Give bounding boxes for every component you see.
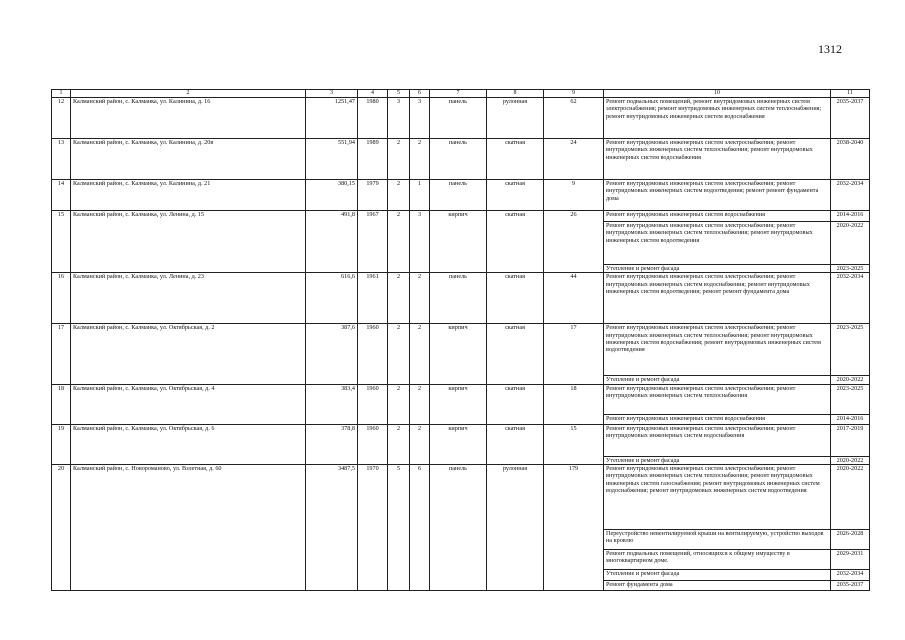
column-number: 10	[604, 90, 831, 98]
column-number: 4	[358, 90, 388, 98]
table-row	[52, 424, 870, 456]
year-cell: 1989	[358, 139, 388, 180]
year-cell: 1960	[358, 324, 388, 384]
row-number-cell: 17	[52, 324, 71, 384]
residents-cell: 44	[544, 273, 604, 324]
table-row	[52, 384, 870, 414]
entrances-cell: 3	[410, 98, 430, 139]
wall-material-cell: панель	[430, 98, 487, 139]
table-row	[52, 98, 870, 139]
roof-type-cell: скатная	[487, 384, 544, 424]
roof-type-cell: скатная	[487, 211, 544, 273]
area-cell: 1251,47	[306, 98, 358, 139]
column-number: 2	[71, 90, 306, 98]
repair-work-cell: Ремонт внутридомовых инженерных систем электроснабжения; ремонт внутридомовых инженерных систем водоснабжения	[604, 424, 831, 456]
repair-work-cell: Ремонт внутридомовых инженерных систем электроснабжения; ремонт внутридомовых инженерных систем теплоснабжения; ремонт внутридомовых инженерных систем водоснабжения; ремонт внутридомовых инженерных систем водоотведения	[604, 324, 831, 376]
entrances-cell: 3	[410, 211, 430, 273]
wall-material-cell: кирпич	[430, 384, 487, 424]
year-cell: 1970	[358, 465, 388, 591]
wall-material-cell: панель	[430, 465, 487, 591]
floors-cell: 2	[388, 324, 410, 384]
entrances-cell: 2	[410, 424, 430, 464]
wall-material-cell: панель	[430, 139, 487, 180]
capital-repair-table	[51, 89, 870, 591]
area-cell: 3487,5	[306, 465, 358, 591]
column-number: 7	[430, 90, 487, 98]
entrances-cell: 2	[410, 324, 430, 384]
table-row	[52, 465, 870, 530]
residents-cell: 15	[544, 424, 604, 464]
entrances-cell: 6	[410, 465, 430, 591]
row-number-cell: 12	[52, 98, 71, 139]
column-number: 11	[831, 90, 870, 98]
table-row	[52, 324, 870, 376]
residents-cell: 26	[544, 211, 604, 273]
repair-period-cell: 2014-2016	[831, 414, 870, 424]
repair-work-cell: Ремонт внутридомовых инженерных систем электроснабжения; ремонт внутридомовых инженерных систем теплоснабжения; ремонт внутридомовых инженерных систем водоснабжения	[604, 139, 831, 180]
repair-period-cell: 2026-2028	[831, 530, 870, 550]
repair-period-cell: 2020-2022	[831, 465, 870, 530]
residents-cell: 9	[544, 180, 604, 211]
wall-material-cell: панель	[430, 180, 487, 211]
column-number-row	[52, 90, 870, 98]
entrances-cell: 2	[410, 273, 430, 324]
area-cell: 380,15	[306, 180, 358, 211]
repair-work-cell: Утепление и ремонт фасада	[604, 265, 831, 273]
wall-material-cell: кирпич	[430, 211, 487, 273]
address-cell: Калманский район, с. Калманка, ул. Октябрьская, д. 4	[71, 384, 306, 424]
column-number: 1	[52, 90, 71, 98]
repair-period-cell: 2038-2040	[831, 139, 870, 180]
column-number: 9	[544, 90, 604, 98]
residents-cell: 62	[544, 98, 604, 139]
roof-type-cell: рулонная	[487, 98, 544, 139]
page-number: 1312	[818, 42, 842, 56]
area-cell: 387,6	[306, 324, 358, 384]
address-cell: Калманский район, с. Калманка, ул. Калинина, д. 21	[71, 180, 306, 211]
repair-work-cell: Ремонт внутридомовых инженерных систем электроснабжения; ремонт внутридомовых инженерных систем теплоснабжения	[604, 384, 831, 414]
address-cell: Калманский район, с. Новороманово, ул. Взлетная, д. 60	[71, 465, 306, 591]
repair-work-cell: Ремонт внутридомовых инженерных систем электроснабжения; ремонт внутридомовых инженерных систем теплоснабжения; ремонт внутридомовых инженерных систем водоотведения	[604, 222, 831, 265]
roof-type-cell: рулонная	[487, 465, 544, 591]
floors-cell: 3	[388, 98, 410, 139]
address-cell: Калманский район, с. Калманка, ул. Калинина, д. 16	[71, 98, 306, 139]
wall-material-cell: панель	[430, 273, 487, 324]
repair-work-cell: Ремонт внутридомовых инженерных систем электроснабжения; ремонт внутридомовых инженерных систем водоотведения; ремонт ремонт фундамента дома	[604, 180, 831, 211]
floors-cell: 2	[388, 384, 410, 424]
repair-work-cell: Ремонт внутридомовых инженерных систем электроснабжения; ремонт внутридомовых инженерных систем теплоснабжения; ремонт внутридомовых инженерных систем газоснабжения; ремонт внутридомовых инженерных систем водоснабжения; ремонт внутридомовых инженерных систем водоотведения	[604, 465, 831, 530]
repair-work-cell: Ремонт подвальных помещений, относящихся к общему имуществу в многоквартирном доме.	[604, 550, 831, 570]
wall-material-cell: кирпич	[430, 424, 487, 464]
table-row	[52, 180, 870, 211]
year-cell: 1960	[358, 424, 388, 464]
roof-type-cell: скатная	[487, 139, 544, 180]
column-number: 3	[306, 90, 358, 98]
floors-cell: 2	[388, 273, 410, 324]
repair-period-cell: 2020-2022	[831, 376, 870, 384]
row-number-cell: 20	[52, 465, 71, 591]
repair-period-cell: 2023-2025	[831, 384, 870, 414]
floors-cell: 2	[388, 180, 410, 211]
year-cell: 1961	[358, 273, 388, 324]
repair-period-cell: 2020-2022	[831, 456, 870, 464]
floors-cell: 5	[388, 465, 410, 591]
roof-type-cell: скатная	[487, 180, 544, 211]
address-cell: Калманский район, с. Калманка, ул. Ленина, д. 23	[71, 273, 306, 324]
repair-work-cell: Ремонт фундамента дома	[604, 581, 831, 591]
repair-period-cell: 2023-2025	[831, 265, 870, 273]
repair-work-cell: Ремонт подвальных помещений, ремонт внутридомовых инженерных систем электроснабжения; ремонт внутридомовых инженерных систем теплоснабжения; ремонт внутридомовых инженерных систем водоснабжения	[604, 98, 831, 139]
area-cell: 491,8	[306, 211, 358, 273]
roof-type-cell: скатная	[487, 273, 544, 324]
address-cell: Калманский район, с. Калманка, ул. Калинина, д. 20в	[71, 139, 306, 180]
table-row	[52, 139, 870, 180]
repair-period-cell: 2014-2016	[831, 211, 870, 222]
area-cell: 551,94	[306, 139, 358, 180]
year-cell: 1967	[358, 211, 388, 273]
residents-cell: 179	[544, 465, 604, 591]
repair-work-cell: Ремонт внутридомовых инженерных систем водоснабжения	[604, 211, 831, 222]
row-number-cell: 14	[52, 180, 71, 211]
row-number-cell: 19	[52, 424, 71, 464]
repair-period-cell: 2029-2031	[831, 550, 870, 570]
roof-type-cell: скатная	[487, 424, 544, 464]
repair-work-cell: Утепление и ремонт фасада	[604, 456, 831, 464]
floors-cell: 2	[388, 211, 410, 273]
residents-cell: 24	[544, 139, 604, 180]
repair-work-cell: Ремонт внутридомовых инженерных систем электроснабжения; ремонт внутридомовых инженерных систем водоснабжения; ремонт внутридомовых инженерных систем водоотведения; ремонт ремонт фундамента дома	[604, 273, 831, 324]
wall-material-cell: кирпич	[430, 324, 487, 384]
repair-work-cell: Утепление и ремонт фасада	[604, 376, 831, 384]
address-cell: Калманский район, с. Калманка, ул. Октябрьская, д. 2	[71, 324, 306, 384]
repair-work-cell: Утепление и ремонт фасада	[604, 570, 831, 581]
column-number: 8	[487, 90, 544, 98]
year-cell: 1980	[358, 98, 388, 139]
repair-period-cell: 2032-2034	[831, 570, 870, 581]
repair-work-cell: Ремонт внутридомовых инженерных систем водоснабжения	[604, 414, 831, 424]
row-number-cell: 18	[52, 384, 71, 424]
entrances-cell: 1	[410, 180, 430, 211]
floors-cell: 2	[388, 139, 410, 180]
table-row	[52, 273, 870, 324]
area-cell: 383,4	[306, 384, 358, 424]
column-number: 5	[388, 90, 410, 98]
repair-period-cell: 2032-2034	[831, 180, 870, 211]
year-cell: 1979	[358, 180, 388, 211]
repair-period-cell: 2035-2037	[831, 581, 870, 591]
row-number-cell: 15	[52, 211, 71, 273]
address-cell: Калманский район, с. Калманка, ул. Ленина, д. 15	[71, 211, 306, 273]
residents-cell: 17	[544, 324, 604, 384]
residents-cell: 18	[544, 384, 604, 424]
repair-period-cell: 2035-2037	[831, 98, 870, 139]
row-number-cell: 13	[52, 139, 71, 180]
column-number: 6	[410, 90, 430, 98]
year-cell: 1960	[358, 384, 388, 424]
address-cell: Калманский район, с. Калманка, ул. Октябрьская, д. 6	[71, 424, 306, 464]
row-number-cell: 16	[52, 273, 71, 324]
entrances-cell: 2	[410, 139, 430, 180]
table-row	[52, 211, 870, 222]
repair-period-cell: 2020-2022	[831, 222, 870, 265]
repair-work-cell: Переустройство невентилируемой крыши на вентилируемую, устройство выходов на кровлю	[604, 530, 831, 550]
roof-type-cell: скатная	[487, 324, 544, 384]
repair-period-cell: 2023-2025	[831, 324, 870, 376]
entrances-cell: 2	[410, 384, 430, 424]
repair-period-cell: 2032-2034	[831, 273, 870, 324]
area-cell: 616,6	[306, 273, 358, 324]
area-cell: 378,8	[306, 424, 358, 464]
floors-cell: 2	[388, 424, 410, 464]
repair-period-cell: 2017-2019	[831, 424, 870, 456]
